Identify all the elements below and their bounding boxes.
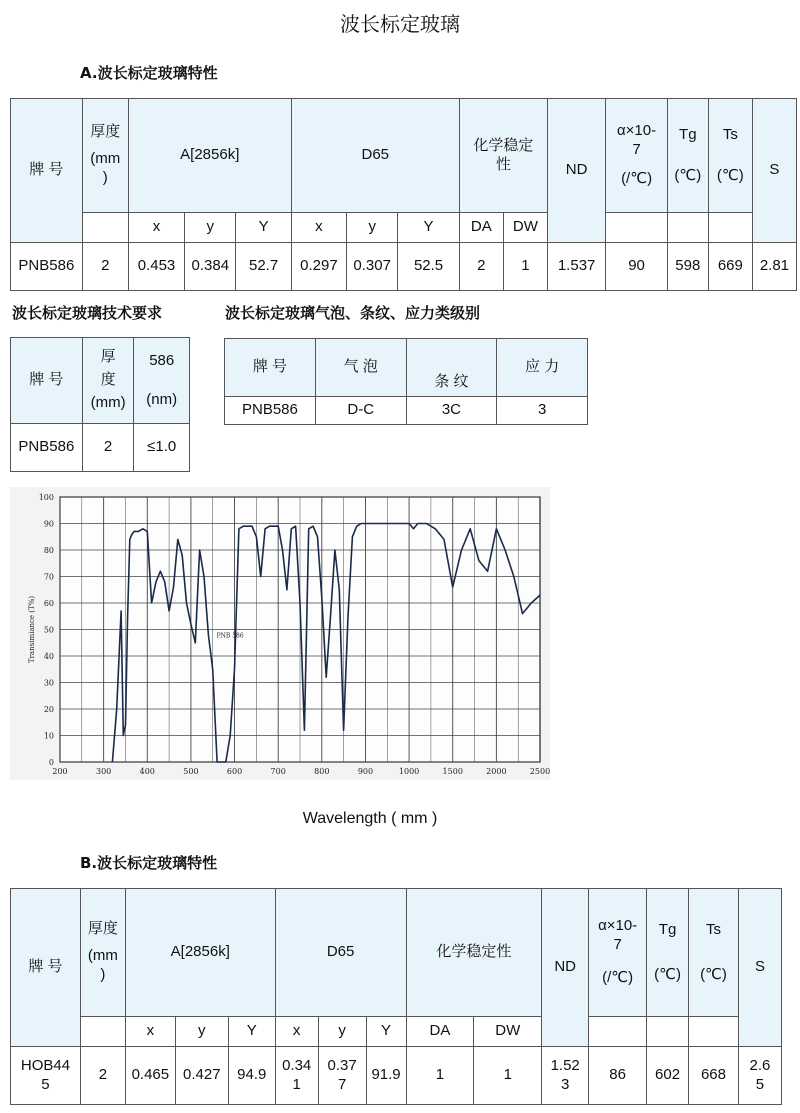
x-tick-label: 600: [226, 767, 243, 776]
tech-cell-wavelength: ≤1.0: [134, 424, 190, 472]
b-cell-da: 1: [406, 1047, 474, 1105]
grade-table: [224, 338, 588, 425]
header-d65: D65: [291, 99, 459, 213]
b-header-alpha: α×10- 7 (/℃): [589, 889, 647, 1017]
chart-caption: Wavelength ( mm ): [302, 810, 438, 827]
b-cell-alpha: 86: [589, 1047, 647, 1105]
header-a-Y: Y: [236, 213, 291, 243]
y-tick-label: 90: [43, 519, 54, 529]
tech-heading: 波长标定玻璃技术要求: [12, 304, 163, 322]
b-cell-brand: HOB44 5: [11, 1047, 81, 1105]
cell-alpha: 90: [606, 243, 667, 291]
header-chem-stability: 化学稳定 性: [459, 99, 547, 213]
header-d-x: x: [291, 213, 346, 243]
table-b: [10, 888, 782, 1105]
b-header-a-x: x: [125, 1017, 175, 1047]
header-alpha-blank: [606, 213, 667, 243]
b-header-a2856: A[2856k]: [125, 889, 275, 1017]
grade-cell-brand: PNB586: [225, 397, 316, 425]
x-tick-label: 700: [270, 767, 286, 776]
grade-header-bubble: 气 泡: [315, 339, 406, 397]
y-tick-label: 80: [43, 546, 54, 555]
b-header-ts-blank: [689, 1017, 739, 1047]
b-header-a-Y: Y: [228, 1017, 275, 1047]
cell-s: 2.81: [752, 243, 796, 291]
b-cell-d-y: 0.37 7: [318, 1047, 366, 1105]
cell-tg: 598: [667, 243, 708, 291]
grade-header-stria: 条 纹: [406, 339, 497, 397]
grade-cell-stress: 3: [497, 397, 588, 425]
y-tick-label: 60: [43, 599, 54, 608]
y-tick-label: 10: [43, 731, 54, 741]
series-annotation: PNB 586: [216, 632, 244, 640]
b-cell-tg: 602: [647, 1047, 689, 1105]
b-header-tg: Tg (℃): [647, 889, 689, 1017]
y-tick-label: 0: [48, 758, 54, 767]
x-tick-label: 400: [139, 767, 155, 776]
tech-table: [10, 337, 190, 472]
section-b-heading: B.波长标定玻璃特性: [80, 854, 218, 872]
x-tick-label: 500: [183, 767, 199, 776]
cell-d-y: 0.307: [347, 243, 398, 291]
table-row: [11, 243, 797, 291]
header-a2856: A[2856k]: [128, 99, 291, 213]
grade-header-brand: 牌 号: [225, 339, 316, 397]
cell-a-x: 0.453: [128, 243, 184, 291]
cell-da: 2: [459, 243, 503, 291]
x-tick-label: 300: [95, 767, 112, 776]
x-tick-label: 800: [314, 767, 330, 776]
header-d-Y: Y: [398, 213, 459, 243]
header-thickness-blank: [82, 213, 128, 243]
header-tg-blank: [667, 213, 708, 243]
table-row: [225, 397, 588, 425]
grade-cell-stria: 3C: [406, 397, 497, 425]
header-thickness: 厚度 (mm ): [82, 99, 128, 213]
b-header-d-y: y: [318, 1017, 366, 1047]
x-tick-label: 1500: [442, 767, 463, 776]
b-header-nd: ND: [542, 889, 589, 1047]
b-header-s: S: [738, 889, 781, 1047]
grade-cell-bubble: D-C: [315, 397, 406, 425]
b-header-thickness-blank: [80, 1017, 125, 1047]
page-title: 波长标定玻璃: [340, 12, 460, 36]
b-header-tg-blank: [647, 1017, 689, 1047]
header-s: S: [752, 99, 796, 243]
y-tick-label: 100: [38, 493, 54, 502]
cell-d-Y: 52.5: [398, 243, 459, 291]
table-row: [11, 424, 190, 472]
transmittance-chart-svg: [10, 487, 550, 780]
b-header-brand: 牌 号: [11, 889, 81, 1047]
table-row: [11, 1047, 782, 1105]
header-da: DA: [459, 213, 503, 243]
b-cell-ts: 668: [689, 1047, 739, 1105]
header-tg: Tg (℃): [667, 99, 708, 213]
header-a-x: x: [128, 213, 184, 243]
b-header-alpha-blank: [589, 1017, 647, 1047]
header-alpha: α×10- 7 (/℃): [606, 99, 667, 213]
b-cell-nd: 1.52 3: [542, 1047, 589, 1105]
b-cell-s: 2.6 5: [738, 1047, 781, 1105]
header-dw: DW: [503, 213, 547, 243]
b-cell-a-y: 0.427: [175, 1047, 228, 1105]
transmittance-chart: [10, 487, 550, 780]
y-axis-label: Transimiance (T%): [28, 595, 36, 664]
x-tick-label: 200: [52, 767, 68, 776]
b-header-d-Y: Y: [366, 1017, 406, 1047]
cell-thickness: 2: [82, 243, 128, 291]
b-header-ts: Ts (℃): [689, 889, 739, 1017]
b-header-dw: DW: [474, 1017, 542, 1047]
y-tick-label: 70: [43, 572, 54, 582]
header-ts: Ts (℃): [708, 99, 752, 213]
header-ts-blank: [708, 213, 752, 243]
grade-header-stress: 应 力: [497, 339, 588, 397]
y-tick-label: 50: [43, 625, 54, 635]
cell-d-x: 0.297: [291, 243, 346, 291]
b-cell-a-Y: 94.9: [228, 1047, 275, 1105]
x-tick-label: 1000: [398, 767, 420, 776]
cell-dw: 1: [503, 243, 547, 291]
tech-header-brand: 牌 号: [11, 338, 83, 424]
tech-header-wavelength: 586 (nm): [134, 338, 190, 424]
b-cell-dw: 1: [474, 1047, 542, 1105]
y-tick-label: 20: [43, 705, 54, 714]
header-d-y: y: [347, 213, 398, 243]
section-a-heading: A.波长标定玻璃特性: [80, 64, 218, 82]
header-a-y: y: [185, 213, 236, 243]
y-tick-label: 40: [43, 652, 54, 661]
cell-ts: 669: [708, 243, 752, 291]
grade-heading: 波长标定玻璃气泡、条纹、应力类级别: [225, 304, 481, 322]
b-header-a-y: y: [175, 1017, 228, 1047]
b-header-d-x: x: [275, 1017, 318, 1047]
cell-brand: PNB586: [11, 243, 83, 291]
b-cell-d-Y: 91.9: [366, 1047, 406, 1105]
tech-cell-brand: PNB586: [11, 424, 83, 472]
tech-header-thickness: 厚 度 (mm): [82, 338, 134, 424]
b-header-chem-stability: 化学稳定性: [406, 889, 542, 1017]
b-header-d65: D65: [275, 889, 406, 1017]
header-brand: 牌 号: [11, 99, 83, 243]
cell-a-y: 0.384: [185, 243, 236, 291]
table-a: [10, 98, 797, 291]
b-header-da: DA: [406, 1017, 474, 1047]
x-tick-label: 2000: [486, 767, 507, 776]
y-tick-label: 30: [43, 678, 54, 688]
b-cell-thickness: 2: [80, 1047, 125, 1105]
x-tick-label: 900: [357, 767, 374, 776]
x-tick-label: 2500: [529, 767, 550, 776]
b-cell-a-x: 0.465: [125, 1047, 175, 1105]
cell-a-Y: 52.7: [236, 243, 291, 291]
cell-nd: 1.537: [547, 243, 605, 291]
b-header-thickness: 厚度 (mm ): [80, 889, 125, 1017]
b-cell-d-x: 0.34 1: [275, 1047, 318, 1105]
tech-cell-thickness: 2: [82, 424, 134, 472]
header-nd: ND: [547, 99, 605, 243]
